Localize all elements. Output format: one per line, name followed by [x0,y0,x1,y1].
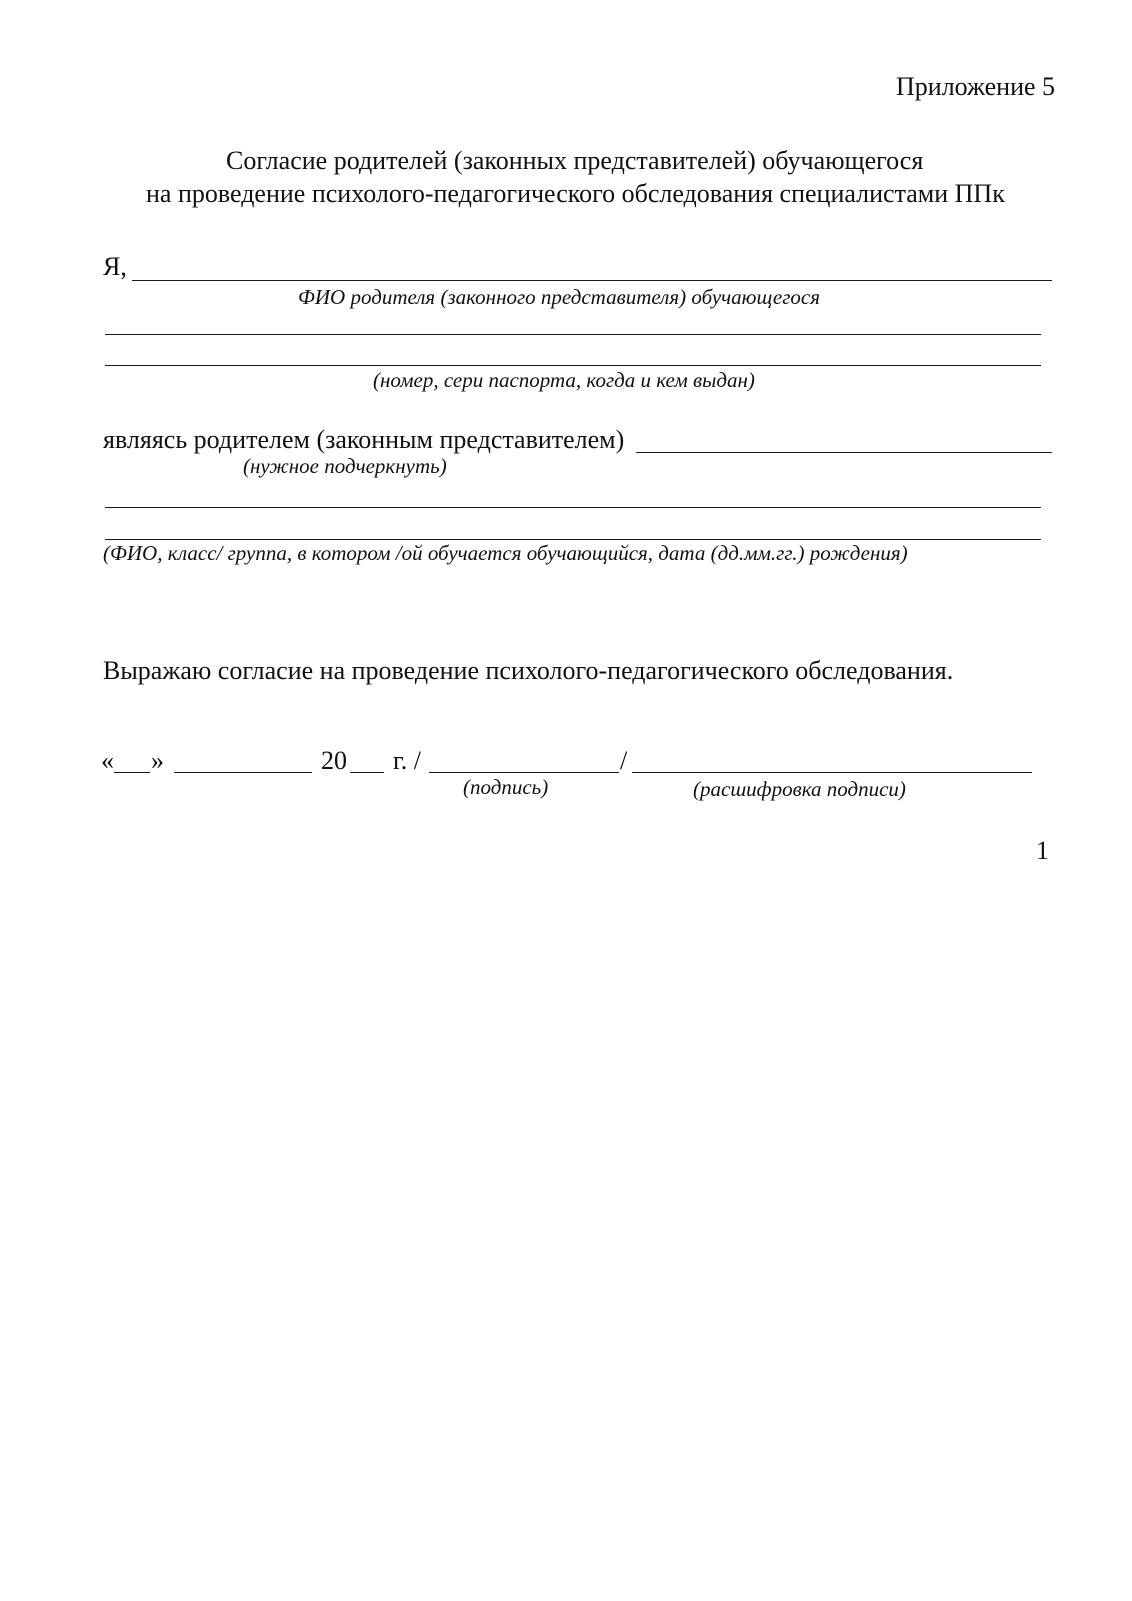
signature-slash: / [620,746,628,775]
relationship-field[interactable] [636,452,1052,453]
i-label: Я, [103,252,127,281]
decoding-caption: (расшифровка подписи) [693,777,906,801]
student-field-line-1[interactable] [105,507,1041,508]
title-line-1: Согласие родителей (законных представителей) обучающегося [226,146,924,175]
quote-open: « [101,746,114,775]
title-line-2: на проведение психолого-педагогического обследования специалистами ППк [146,179,1005,208]
student-caption: (ФИО, класс/ группа, в котором /ой обучается обучающийся, дата (дд.мм.гг.) рождения) [103,541,908,565]
day-field[interactable] [114,772,150,773]
signature-field[interactable] [429,772,619,773]
consent-text: Выражаю согласие на проведение психолого-педагогического обследования. [103,656,954,685]
signature-decoding-field[interactable] [632,772,1032,773]
being-parent-label: являясь родителем (законным представителем) [103,425,625,454]
student-field-line-2[interactable] [105,539,1041,540]
parent-name-field[interactable] [132,280,1052,281]
page-number: 1 [1036,836,1049,865]
quote-close: » [151,746,164,775]
passport-caption: (номер, сери паспорта, когда и кем выдан) [373,368,755,392]
passport-field-line-1[interactable] [105,334,1041,335]
month-field[interactable] [174,772,312,773]
signature-caption: (подпись) [463,775,549,799]
year-field[interactable] [350,772,384,773]
underline-caption: (нужное подчеркнуть) [243,454,447,478]
parent-name-caption: ФИО родителя (законного представителя) обучающегося [298,285,820,309]
year-prefix: 20 [321,746,347,775]
appendix-label: Приложение 5 [896,72,1056,101]
year-suffix: г. / [393,746,421,775]
passport-field-line-2[interactable] [105,365,1041,366]
